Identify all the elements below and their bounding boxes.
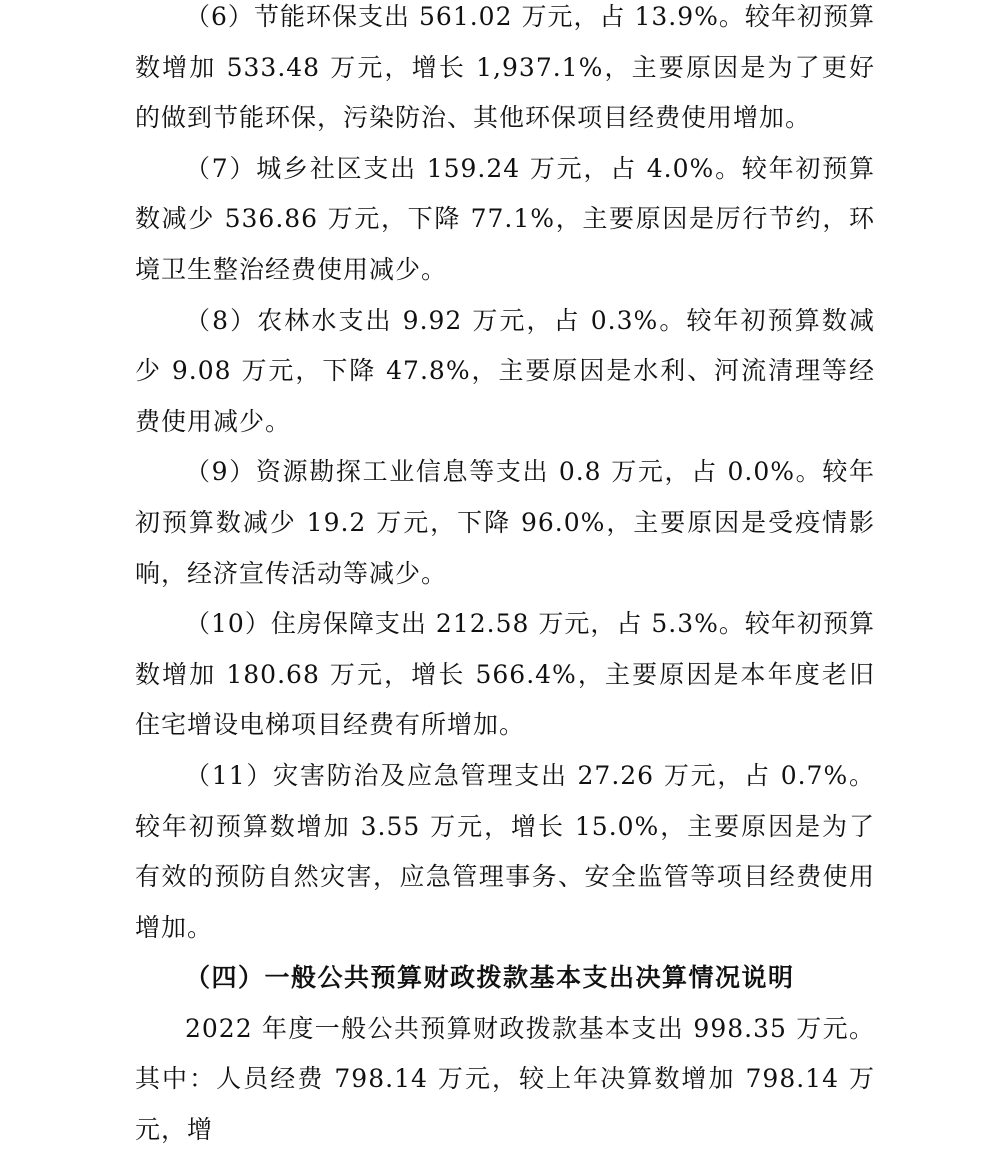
- paragraph-housing-security: （10）住房保障支出 212.58 万元，占 5.3%。较年初预算数增加 180.68 万元，增长 566.4%，主要原因是本年度老旧住宅增设电梯项目经费有所增加。: [135, 609, 875, 740]
- document-body: [135, 0, 875, 1156]
- paragraph-energy-environment: （6）节能环保支出 561.02 万元，占 13.9%。较年初预算数增加 533.48 万元，增长 1,937.1%，主要原因是为了更好的做到节能环保，污染防治、其他环保项目经费使用增加。: [135, 2, 875, 133]
- paragraph-agriculture-forestry-water: （8）农林水支出 9.92 万元，占 0.3%。较年初预算数减少 9.08 万元，下降 47.8%，主要原因是水利、河流清理等经费使用减少。: [135, 305, 875, 436]
- paragraph-basic-expenditure-2022: 2022 年度一般公共预算财政拨款基本支出 998.35 万元。其中：人员经费 798.14 万元，较上年决算数增加 798.14 万元，增: [135, 1013, 875, 1145]
- paragraph-disaster-prevention: （11）灾害防治及应急管理支出 27.26 万元，占 0.7%。较年初预算数增加 3.55 万元，增长 15.0%，主要原因是为了有效的预防自然灾害，应急管理事务、安全监管等项目经费使用增加。: [135, 760, 875, 942]
- paragraph-resource-exploration: （9）资源勘探工业信息等支出 0.8 万元，占 0.0%。较年初预算数减少 19.2 万元，下降 96.0%，主要原因是受疫情影响，经济宣传活动等减少。: [135, 457, 875, 588]
- section-heading-basic-expenditure: （四）一般公共预算财政拨款基本支出决算情况说明: [185, 963, 795, 993]
- paragraph-urban-rural-community: （7）城乡社区支出 159.24 万元，占 4.0%。较年初预算数减少 536.86 万元，下降 77.1%，主要原因是厉行节约，环境卫生整治经费使用减少。: [135, 153, 875, 284]
